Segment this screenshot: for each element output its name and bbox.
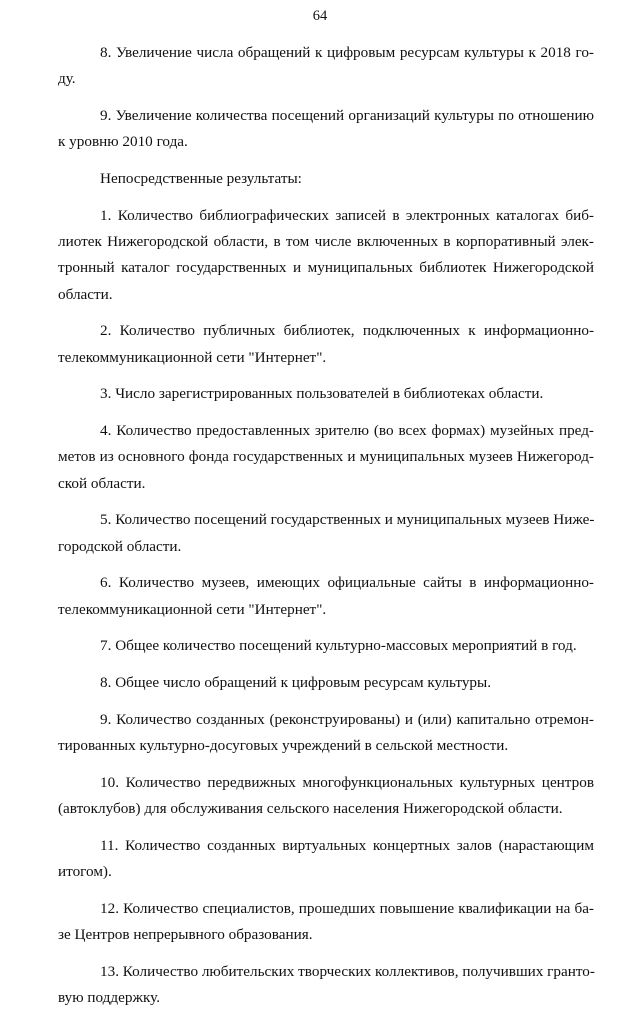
paragraph-line: вую поддержку. xyxy=(58,989,160,1006)
paragraph-line: (автоклубов) для обслуживания сельского населения Нижегородской области. xyxy=(58,800,563,817)
paragraph xyxy=(58,670,594,696)
paragraph-line: 9. Количество созданных (реконструированы) и (или) капитально отремон- xyxy=(100,710,594,728)
paragraph-line: лиотек Нижегородской области, в том числе включенных в корпоративный элек- xyxy=(58,233,594,250)
paragraph-line: итогом). xyxy=(58,863,112,880)
document-body xyxy=(58,40,594,1022)
paragraph-line: телекоммуникационной сети "Интернет". xyxy=(58,600,327,618)
paragraph xyxy=(58,959,594,1012)
paragraph-line: 1. Количество библиографических записей в электронных каталогах биб- xyxy=(100,206,594,224)
paragraph xyxy=(58,318,594,371)
page-number: 64 xyxy=(312,8,328,24)
paragraph xyxy=(58,770,594,823)
paragraph-line: 7. Общее количество посещений культурно-массовых мероприятий в год. xyxy=(100,637,577,655)
paragraph-line: 6. Количество музеев, имеющих официальные сайты в информационно- xyxy=(100,574,594,592)
paragraph xyxy=(58,418,594,497)
paragraph xyxy=(58,103,594,156)
paragraph xyxy=(58,507,594,560)
paragraph-line: 12. Количество специалистов, прошедших повышение квалификации на ба- xyxy=(100,899,594,917)
paragraph-line: 4. Количество предоставленных зрителю (во всех формах) музейных пред- xyxy=(100,422,594,439)
paragraph-line: 8. Увеличение числа обращений к цифровым ресурсам культуры к 2018 го- xyxy=(100,44,594,61)
paragraph-line: к уровню 2010 года. xyxy=(58,133,188,151)
paragraph-line: 5. Количество посещений государственных и муниципальных музеев Ниже- xyxy=(100,511,595,529)
paragraph-line: 8. Общее число обращений к цифровым ресурсам культуры. xyxy=(100,674,492,691)
paragraph xyxy=(58,40,594,93)
paragraph xyxy=(58,707,594,760)
paragraph-line: 2. Количество публичных библиотек, подключенных к информационно- xyxy=(100,322,594,340)
paragraph-line: метов из основного фонда государственных и муниципальных музеев Нижегород- xyxy=(58,448,594,466)
paragraph-line: 3. Число зарегистрированных пользователей в библиотеках области. xyxy=(100,385,544,403)
paragraph-line: тронный каталог государственных и муниципальных библиотек Нижегородской xyxy=(58,259,594,277)
paragraph xyxy=(58,570,594,623)
paragraph xyxy=(58,381,594,407)
paragraph xyxy=(58,203,594,309)
paragraph-line: городской области. xyxy=(58,537,182,555)
paragraph-line: Непосредственные результаты: xyxy=(100,170,302,187)
paragraph-line: 9. Увеличение количества посещений организаций культуры по отношению xyxy=(100,107,594,124)
paragraph-line: телекоммуникационной сети "Интернет". xyxy=(58,348,327,366)
paragraph-line: 10. Количество передвижных многофункциональных культурных центров xyxy=(100,773,594,791)
paragraph xyxy=(58,633,594,659)
paragraph-line: ской области. xyxy=(58,474,146,492)
paragraph-line: области. xyxy=(58,285,113,303)
paragraph xyxy=(58,896,594,949)
paragraph-line: 11. Количество созданных виртуальных концертных залов (нарастающим xyxy=(100,836,594,854)
paragraph-line: 13. Количество любительских творческих коллективов, получивших гранто- xyxy=(100,962,595,980)
paragraph xyxy=(58,833,594,886)
paragraph-line: ду. xyxy=(58,70,76,88)
paragraph xyxy=(58,166,594,192)
paragraph-line: тированных культурно-досуговых учреждений в сельской местности. xyxy=(58,737,509,754)
paragraph-line: зе Центров непрерывного образования. xyxy=(58,926,313,943)
